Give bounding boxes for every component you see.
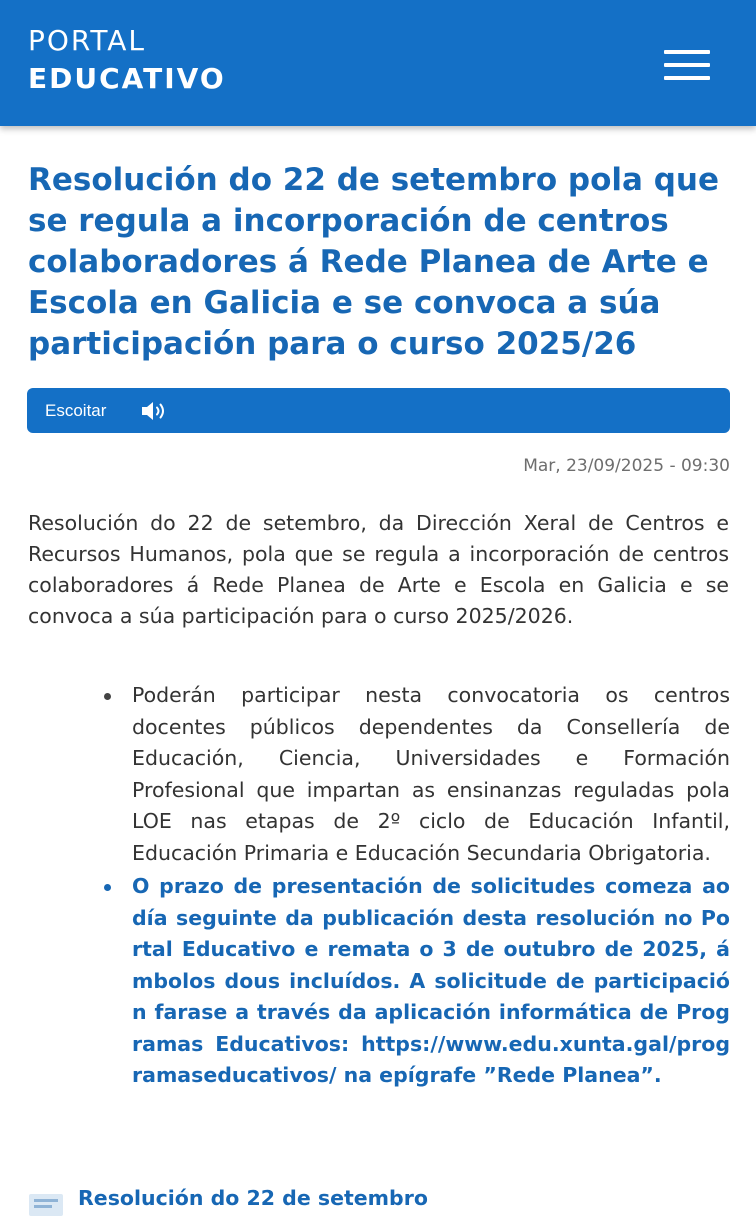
- list-item-text: Poderán participar nesta convocatoria os centros docentes públicos dependentes da Consellería de Educación, Ciencia, Universidades e Formación Profesional que impartan as ensinanzas reguladas pola LOE nas etapas de 2º ciclo de Educación Infantil, Educación Primaria e Educación Secundaria Obrigatoria.: [132, 683, 730, 865]
- related-document-link[interactable]: [28, 1186, 728, 1226]
- brand-name-bottom[interactable]: EDUCATIVO: [28, 62, 226, 95]
- bullet-dot-icon: [104, 693, 111, 700]
- list-item: [132, 680, 730, 869]
- bullet-dot-icon: [104, 884, 111, 891]
- site-header: [0, 0, 756, 126]
- hamburger-menu-button[interactable]: [654, 44, 718, 86]
- publication-date: Mar, 23/09/2025 - 09:30: [523, 456, 730, 476]
- bullet-list: [0, 680, 756, 1092]
- list-item-text-deadline[interactable]: O prazo de presentación de solicitudes comeza ao día seguinte da publicación desta resolución no Portal Educativo e remata o 3 de outubro de 2025, ámbolos dous incluídos. A solicitude de participación farase a través da aplicación informática de Programas Educativos: https://www.edu.xunta.gal/programaseducativos/ na epígrafe ”Rede Planea”.: [132, 874, 730, 1087]
- speaker-icon: [139, 399, 169, 423]
- document-icon: [28, 1192, 64, 1216]
- brand-name-top[interactable]: PORTAL: [28, 24, 147, 57]
- hamburger-menu-icon-bar-middle: [664, 63, 710, 67]
- list-item: [132, 871, 730, 1092]
- intro-paragraph: Resolución do 22 de setembro, da Dirección Xeral de Centros e Recursos Humanos, pola que se regula a incorporación de centros colaboradores á Rede Planea de Arte e Escola en Galicia e se convoca a súa participación para o curso 2025/2026.: [28, 511, 729, 628]
- listen-button[interactable]: [27, 388, 730, 433]
- hamburger-menu-icon-bar-bottom: [664, 76, 710, 80]
- related-document-label: Resolución do 22 de setembro: [78, 1186, 428, 1210]
- hamburger-menu-icon-bar-top: [664, 50, 710, 54]
- listen-label: Escoitar: [45, 401, 107, 420]
- page-title: Resolución do 22 de setembro pola que se regula a incorporación de centros colaboradores á Rede Planea de Arte e Escola en Galicia e se convoca a súa participación para o curso 2025/26: [28, 162, 720, 362]
